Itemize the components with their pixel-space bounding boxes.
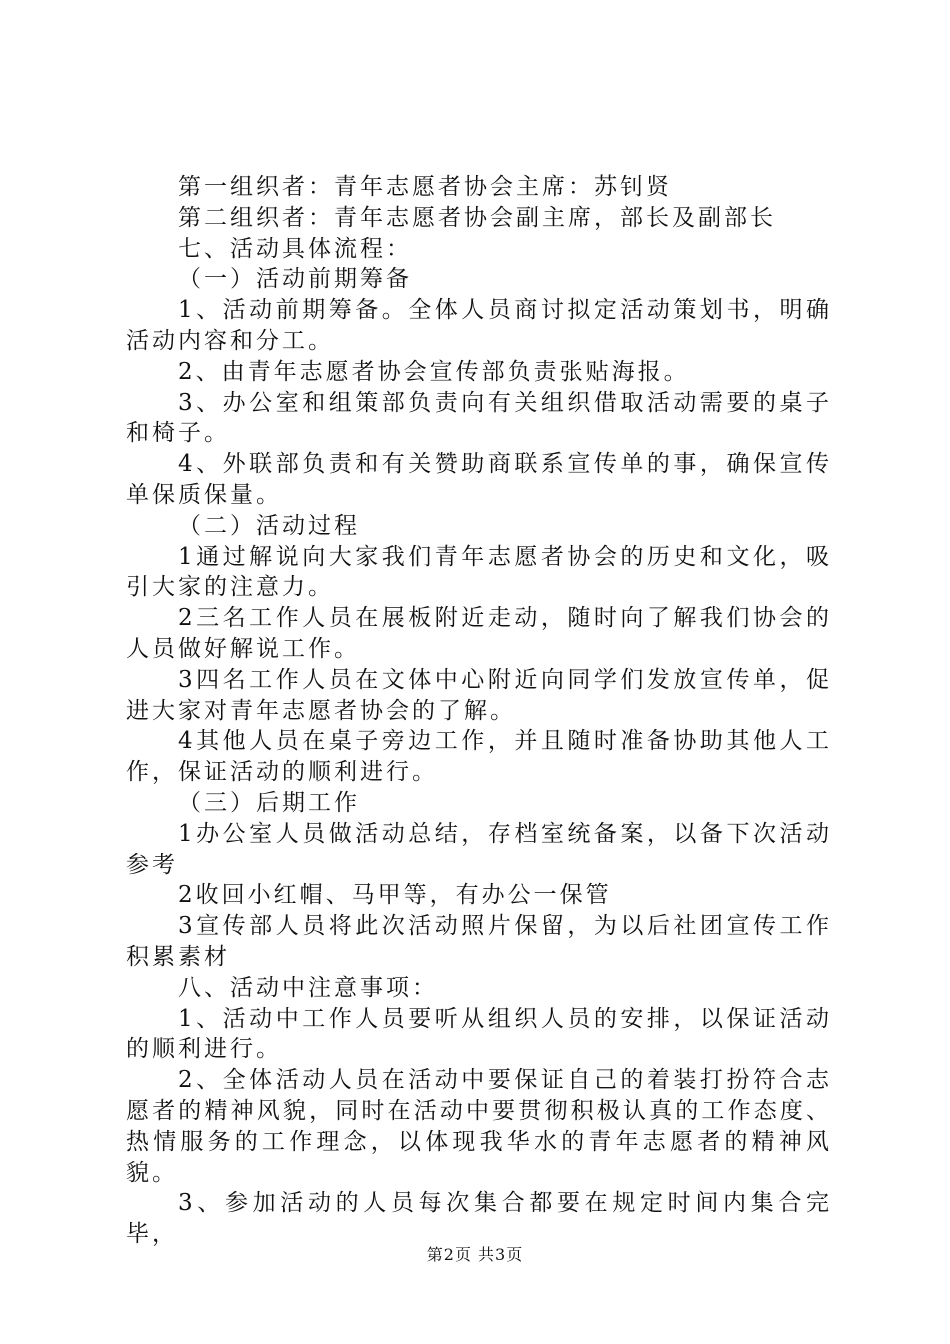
paragraph-prep-3: 3、办公室和组策部负责向有关组织借取活动需要的桌子和椅子。 — [126, 389, 832, 447]
paragraph-activity-1: 1通过解说向大家我们青年志愿者协会的历史和文化，吸引大家的注意力。 — [126, 543, 832, 601]
paragraph-notes-1: 1、活动中工作人员要听从组织人员的安排，以保证活动的顺利进行。 — [126, 1005, 832, 1063]
paragraph-followup-2: 2收回小红帽、马甲等，有办公一保管 — [178, 882, 612, 909]
paragraph-prep-1: 1、活动前期筹备。全体人员商讨拟定活动策划书，明确活动内容和分工。 — [126, 297, 832, 354]
paragraph-followup-1: 1办公室人员做活动总结，存档室统备案，以备下次活动参考 — [126, 820, 832, 878]
paragraph-prep-4: 4、外联部负责和有关赞助商联系宣传单的事，确保宣传单保质保量。 — [126, 451, 832, 508]
paragraph-followup-3: 3宣传部人员将此次活动照片保留，为以后社团宣传工作积累素材 — [126, 913, 832, 970]
subsection-heading-activity: （二）活动过程 — [178, 512, 360, 539]
paragraph-organizer-2: 第二组织者：青年志愿者协会副主席，部长及副部长 — [178, 204, 776, 231]
paragraph-activity-4: 4其他人员在桌子旁边工作，并且随时准备协助其他人工作，保证活动的顺利进行。 — [126, 728, 832, 786]
document-body — [126, 172, 832, 1250]
subsection-heading-preparation: （一）活动前期筹备 — [178, 266, 412, 293]
paragraph-activity-3: 3四名工作人员在文体中心附近向同学们发放宣传单，促进大家对青年志愿者协会的了解。 — [126, 666, 832, 724]
paragraph-notes-3: 3、参加活动的人员每次集合都要在规定时间内集合完毕， — [126, 1190, 832, 1248]
subsection-heading-followup: （三）后期工作 — [178, 789, 360, 816]
paragraph-organizer-1: 第一组织者：青年志愿者协会主席：苏钊贤 — [178, 174, 672, 200]
paragraph-prep-2: 2、由青年志愿者协会宣传部负责张贴海报。 — [178, 358, 690, 385]
section-heading-process: 七、活动具体流程： — [178, 235, 412, 262]
section-heading-notes: 八、活动中注意事项： — [178, 974, 438, 1001]
paragraph-notes-2: 2、全体活动人员在活动中要保证自己的着装打扮符合志愿者的精神风貌，同时在活动中要贯彻积极认真的工作态度、热情服务的工作理念，以体现我华水的青年志愿者的精神风貌。 — [126, 1067, 832, 1186]
paragraph-activity-2: 2三名工作人员在展板附近走动，随时向了解我们协会的人员做好解说工作。 — [126, 605, 832, 662]
page-number-footer: 第2页 共3页 — [426, 1245, 524, 1264]
